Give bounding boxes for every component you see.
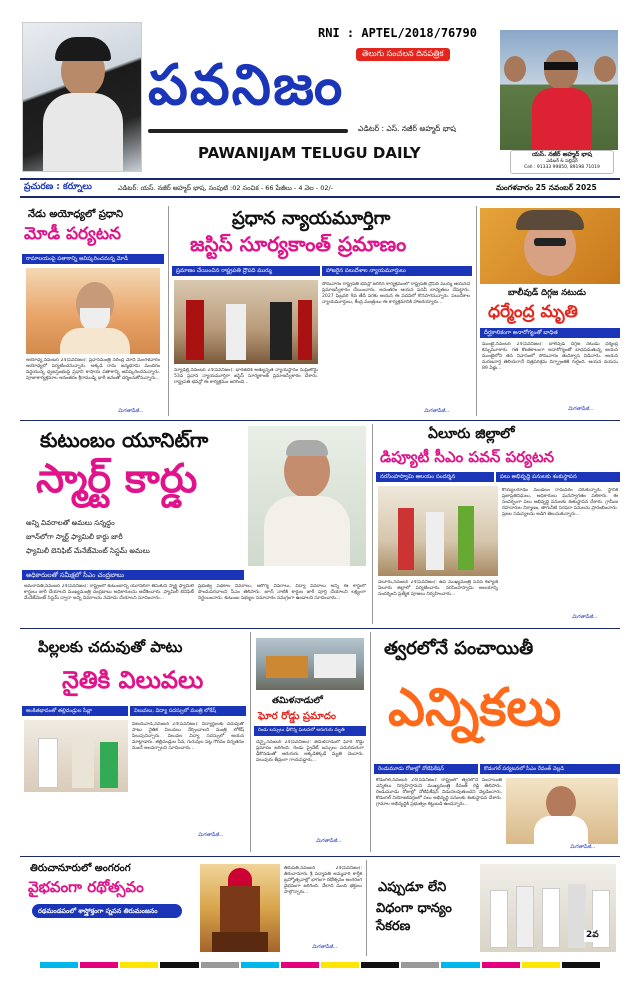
accident-headline: ఘోర రోడ్డు ప్రమాదం bbox=[258, 711, 336, 722]
pawan-deck-left: నరసింహస్వామి ఆలయం సందర్శన bbox=[376, 472, 494, 482]
accident-more[interactable]: మిగతాపేజీ... bbox=[316, 838, 342, 844]
values-deck-left: అంకితభావంతో తల్లిదండ్రుల సేవ్లా bbox=[22, 706, 128, 716]
story-accident bbox=[254, 632, 366, 852]
accident-kicker: తమిళనాడులో bbox=[272, 696, 323, 706]
grain-kicker: ఎప్పుడూ లేని bbox=[378, 880, 447, 895]
english-masthead: PAWANIJAM TELUGU DAILY bbox=[198, 144, 421, 162]
values-headline: నైతికి విలువలు bbox=[62, 666, 204, 694]
modi-photo bbox=[26, 268, 160, 354]
rath-body: తిరుపతి,నవంబర్ 24(పవనిజం): తిరుచానూరు శ్రీ పద్మావతి అమ్మవారి కార్తీక బ్రహ్మోత్సవాల్లో భాగంగా రథోత్సవం అంగరంగ వైభవంగా జరిగింది. వేలాది మంది భక్తులు పాల్గొన్నారు... bbox=[284, 866, 362, 895]
masthead-tagline: తెలుగు సంచలన దినపత్రిక bbox=[356, 48, 450, 61]
dharmendra-kicker: బాలీవుడ్ దిగ్గజ నటుడు bbox=[508, 288, 586, 298]
smartcard-bullet-3: ఫ్యామిలీ బెనిఫిట్ మేనేజ్‌మెంట్ సిస్టమ్ అమలు bbox=[26, 547, 150, 555]
pawan-body-left: ఏలూరు,నవంబర్ 24(పవనిజం): ఉప ముఖ్యమంత్రి పవన్ కళ్యాణ్ ఏలూరు జిల్లాలో పర్యటించారు. నరసింహస్వామి ఆలయాన్ని సందర్శించి ప్రత్యేక పూజలు నిర్వహించారు... bbox=[378, 580, 498, 597]
row-divider bbox=[20, 420, 620, 421]
masthead-title: పవనిజం bbox=[148, 53, 345, 118]
info-bar bbox=[20, 178, 620, 198]
editor-collage-photo bbox=[500, 30, 618, 150]
modi-headline: మోడీ పర్యటన bbox=[24, 224, 121, 244]
cji-deck-right: హాజరైన పలుదేశాల న్యాయమూర్తులు bbox=[322, 266, 472, 276]
cji-body-right: సోమవారం రాష్ట్రపతి భవన్లో జరిగిన కార్యక్రమంలో రాష్ట్రపతి ద్రౌపది ముర్ము ఆయనచే ప్రమాణస్వీకారం చేయించారు. అనంతరం ఆయన పదవీ బాధ్యతలు చేపట్టారు. 2027 ఫిబ్రవరి 9వ తేదీ వరకు ఆయన ఈ పదవిలో కొనసాగనున్నారు. పలుదేశాల న్యాయమూర్తులు, కేంద్ర మంత్రులు ఈ కార్యక్రమానికి హాజరయ్యారు... bbox=[322, 282, 470, 305]
pen-graphic bbox=[148, 129, 348, 133]
divider bbox=[168, 206, 169, 416]
accident-body: చెన్నై,నవంబర్ 24(పవనిజం): తమిళనాడులో ఘోర రోడ్డు ప్రమాదం జరిగింది. రెండు ప్రైవేట్ బస్సులు ఎదురెదురుగా ఢీకొనడంతో ఆరుగురు అక్కడికక్కడే మృతి చెందారు. పలువురు తీవ్రంగా గాయపడ్డారు... bbox=[256, 740, 364, 763]
rath-more[interactable]: మిగతాపేజీ... bbox=[312, 944, 338, 950]
values-more[interactable]: మిగతాపేజీ... bbox=[198, 832, 224, 838]
smartcard-body-left: అమరావతి,నవంబర్ 24(పవనిజం): రాష్ట్రంలో కుటుంబాన్ని యూనిట్‌గా తీసుకుని స్మార్ట్ ఫ్యామిలీ కార్డులు జారీ చేయాలని ముఖ్యమంత్రి చంద్రబాబు అధికారులను ఆదేశించారు. ఫ్యామిలీ బెనిఫిట్ మేనేజ్‌మెంట్ సిస్టమ్ ద్వారా అన్ని వివరాలను నమోదు చేయాలని సూచించారు... bbox=[24, 584, 194, 601]
chandrababu-photo bbox=[248, 426, 366, 566]
registration-strip bbox=[40, 962, 600, 968]
cji-more[interactable]: మిగతాపేజీ... bbox=[424, 408, 450, 414]
pawan-deck-right: పలు అభివృద్ధి పనులకు శంకుస్థాపన bbox=[496, 472, 620, 482]
story-pawan bbox=[376, 424, 620, 624]
lokesh-event-photo bbox=[24, 720, 128, 792]
divider bbox=[476, 206, 477, 416]
dharmendra-deck: దీర్ఘకాలికంగా అనారోగ్యంతో బాధిత bbox=[480, 328, 620, 338]
divider bbox=[250, 632, 251, 852]
dharmendra-photo bbox=[480, 208, 620, 284]
row-divider bbox=[20, 628, 620, 629]
pawan-more[interactable]: మిగతాపేజీ... bbox=[572, 614, 598, 620]
pawan-kicker: ఏలూరు జిల్లాలో bbox=[428, 426, 515, 442]
info-bar-publication: ప్రచురణ : కర్నూలు bbox=[24, 182, 92, 192]
panchayat-headline: ఎన్నికలు bbox=[388, 678, 562, 738]
editor-line: ఎడిటర్ : ఎస్. నజీర్ అహ్మద్ భాష bbox=[358, 124, 456, 133]
smartcard-body-right: ప్రభుత్వ పథకాల వివరాలు, ఆరోగ్య వివరాలు, విద్యా వివరాలు అన్నీ ఈ కార్డులో పొందుపరచాలని సీఎం తెలిపారు. జూన్ నాటికి కార్డుల జారీ పూర్తి చేయాలని లక్ష్యంగా నిర్ణయించారు. కుటుంబ సభ్యుల సమాచారం సమగ్రంగా ఉండాలని సూచించారు... bbox=[198, 584, 366, 601]
rath-photo bbox=[200, 864, 280, 952]
accident-deck: రెండు బస్సులు ఢీకొన్న ఘటనలో ఆరుగురు మృతి bbox=[254, 726, 366, 736]
dharmendra-headline: ధర్మేంద్ర మృతి bbox=[488, 302, 578, 322]
row-divider bbox=[20, 856, 620, 857]
smartcard-footer-deck: అధికారులతో సమీక్షలో సీఎం చంద్రబాబు bbox=[22, 570, 244, 580]
smartcard-bullet-1: అన్ని వివరాలతో అమలు సన్నద్ధం bbox=[26, 519, 115, 527]
pawan-portrait-photo bbox=[22, 22, 142, 172]
cji-ceremony-photo bbox=[174, 280, 318, 364]
cji-deck-left: ప్రమాణం చేయించిన రాష్ట్రపతి ద్రౌపది ముర్ము bbox=[172, 266, 320, 276]
rath-headline: వైభవంగా రథోత్సవం bbox=[28, 878, 144, 896]
revanth-photo bbox=[506, 778, 618, 844]
story-panchayat bbox=[374, 632, 620, 852]
rni-number: RNI : APTEL/2018/76790 bbox=[318, 26, 477, 40]
modi-kicker: నేడు అయోధ్యలో ప్రధాని bbox=[28, 209, 123, 220]
modi-body: అయోధ్య,నవంబర్ 24(పవనిజం): ప్రధానమంత్రి నరేంద్ర మోదీ మంగళవారం అయోధ్యలో పర్యటించనున్నారు. అక్కడి రామ జన్మభూమి మందిరం వద్దయున్న ధ్వజస్తంభంపై ప్రధాని కాషాయ పతాకాన్ని ఆవిష్కరించనున్నారు. పూజాకార్యక్రమాల అనంతరం శ్రీరాముడ్ని భారీ జనంతో దర్శించుకోనున్నారు... bbox=[26, 358, 160, 381]
story-modi bbox=[22, 206, 164, 416]
story-rath bbox=[22, 860, 362, 956]
cji-kicker: ప్రధాన న్యాయమూర్తిగా bbox=[232, 208, 391, 229]
smartcard-kicker: కుటుంబం యూనిట్‌గా bbox=[40, 428, 209, 452]
pawan-visit-photo bbox=[378, 486, 498, 576]
info-bar-editor-volume: ఎడిటర్: యస్. నజీర్ అహ్మద్ భాష, సంపుటి :02 సంచిక - 66 పేజీలు - 4 వెల - 02/- bbox=[118, 184, 334, 192]
values-kicker: పిల్లలకు చదువుతో పాటు bbox=[38, 638, 183, 656]
panchayat-deck-left: రెండుమూడు రోజుల్లో నోటిఫికేషన్ bbox=[374, 764, 478, 774]
panchayat-kicker: త్వరలోనే పంచాయితీ bbox=[384, 638, 534, 659]
values-deck-right: విలువలు, విద్యా సదస్సులో మంత్రి లోకేష్ bbox=[130, 706, 246, 716]
modi-deck: రామాలయంపై పతాకాన్ని ఆవిష్కరించనున్న మోడీ bbox=[22, 254, 164, 264]
story-cji bbox=[172, 206, 472, 416]
accident-photo bbox=[256, 638, 364, 690]
story-smartcard bbox=[22, 424, 368, 624]
divider bbox=[370, 632, 371, 852]
rath-deck: రథమండపంలో శాస్త్రోక్తంగా స్నపన తిరుమంజనం bbox=[32, 904, 182, 918]
grain-page-badge: 2వ bbox=[586, 930, 599, 940]
cji-body-left: న్యూఢిల్లీ,నవంబర్ 24(పవనిజం): భారతదేశ అత్యున్నత న్యాయస్థానం సుప్రీంకోర్టు 53వ ప్రధాన న్యాయమూర్తిగా జస్టిస్ సూర్యకాంత్ ప్రమాణస్వీకారం చేశారు. రాష్ట్రపతి భవన్లో ఈ కార్యక్రమం జరిగింది... bbox=[174, 368, 318, 385]
smartcard-headline: స్మార్ట్ కార్డు bbox=[36, 456, 198, 502]
story-dharmendra bbox=[480, 206, 620, 416]
info-bar-date: మంగళవారం 25 నవంబర్ 2025 bbox=[496, 183, 597, 192]
pawan-body-right: కొయ్యలగూడెం మండలం రామవరం చేరుకున్నారు. స్థానిక ప్రజాప్రతినిధులు, అధికారులు ఘనస్వాగతం పలికారు. ఈ సందర్భంగా పలు అభివృద్ధి పనులకు శంకుస్థాపన చేశారు. గ్రామీణ రహదారుల నిర్మాణం, తాగునీటి సరఫరా పనులను ప్రారంభించారు. ప్రజల సమస్యలను అడిగి తెలుసుకున్నారు... bbox=[502, 488, 618, 517]
grain-headline: విధంగా ధాన్యం సేకరణ bbox=[376, 901, 452, 934]
modi-more[interactable]: మిగతాపేజీ... bbox=[118, 408, 144, 414]
story-grain bbox=[370, 860, 620, 956]
divider bbox=[366, 860, 367, 956]
editor-card-name: యస్. నజీర్ అహ్మద్ భాష bbox=[532, 151, 592, 158]
values-body: విజయవాడ,నవంబర్ 24(పవనిజం): విద్యార్థులకు చదువుతో పాటు నైతిక విలువలు నేర్పించాలని మంత్రి లోకేష్ పిలుపునిచ్చారు. విలువల విద్యా సదస్సులో ఆయన మాట్లాడారు. తల్లిదండ్రుల సేవ, గురువుల పట్ల గౌరవం చిన్నతనం నుంచే అలవర్చాలని సూచించారు... bbox=[132, 722, 244, 751]
editor-card-role: ఎడిటర్ & పబ్లిషర్ bbox=[546, 159, 578, 164]
panchayat-deck-right: కొడంగల్ పర్యటనలో సీఎం రేవంత్ వెల్లడి bbox=[480, 764, 620, 774]
dharmendra-body: ముంబై,నవంబర్ 24(పవనిజం): బాలీవుడ్ దిగ్గజ నటుడు ధర్మేంద్ర కన్నుమూశారు. గత కొంతకాలంగా అనారోగ్యంతో బాధపడుతున్న ఆయన ముంబైలోని తన నివాసంలో సోమవారం తుదిశ్వాస విడిచారు. ఆయన మరణవార్త తెలియగానే చిత్రపరిశ్రమ దిగ్భ్రాంతికి గురైంది. ఆయన వయసు 89 ఏళ్లు... bbox=[482, 342, 618, 371]
pawan-headline: డిప్యూటీ సీఎం పవన్ పర్యటన bbox=[380, 448, 555, 466]
dharmendra-more[interactable]: మిగతాపేజీ... bbox=[568, 406, 594, 412]
story-values bbox=[22, 632, 246, 852]
cji-headline: జస్టిస్ సూర్యకాంత్ ప్రమాణం bbox=[190, 232, 407, 256]
smartcard-bullet-2: జూన్‌లోగా స్మార్ట్ ఫ్యామిలీ కార్డు జారీ bbox=[26, 533, 123, 541]
editor-card bbox=[510, 150, 614, 174]
rath-kicker: తిరుచానూరులో అంగరంగ bbox=[30, 863, 131, 874]
panchayat-more[interactable]: మిగతాపేజీ... bbox=[570, 844, 596, 850]
divider bbox=[372, 424, 373, 624]
editor-card-phone: Cell : 91333 99850, 89198 71019 bbox=[524, 165, 600, 170]
panchayat-body: కొడంగల్,నవంబర్ 24(పవనిజం): రాష్ట్రంలో త్వరలోనే పంచాయితీ ఎన్నికలు నిర్వహిస్తామని ముఖ్యమంత్రి రేవంత్ రెడ్డి తెలిపారు. రెండుమూడు రోజుల్లో నోటిఫికేషన్ విడుదలవుతుందని వెల్లడించారు. కొడంగల్ నియోజకవర్గంలో పలు అభివృద్ధి పనులకు శంకుస్థాపన చేశారు. గ్రామాల అభివృద్ధికి ప్రభుత్వం కట్టుబడి ఉందన్నారు... bbox=[376, 778, 502, 807]
